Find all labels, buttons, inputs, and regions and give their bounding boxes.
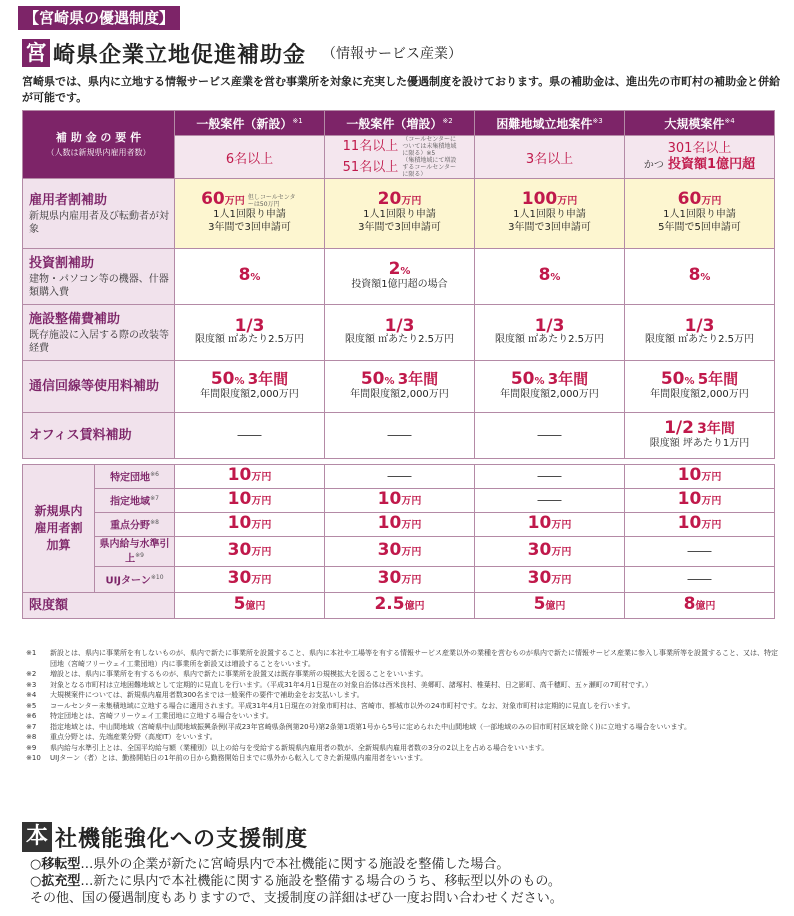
employment-new: 60万円 但しコールセンターは50万円 1人1回限り申請 3年間で3回申請可 [175, 179, 325, 249]
office-large: 1/2 3年間 限度額 坪あたり1万円 [625, 413, 775, 459]
addon-cell: ―― [325, 465, 475, 489]
addon-label-uij: UIJターン$^{※10}$ [95, 567, 175, 593]
page-title: 崎県企業立地促進補助金 [53, 42, 307, 68]
addon-cell: 10万円 [175, 513, 325, 537]
type-relocation: ○移転型…県外の企業が新たに宮崎県内で本社機能に関する施設を整備した場合。 [30, 857, 510, 872]
addon-cell: 30万円 [175, 567, 325, 593]
intro-text: 宮崎県では、県内に立地する情報サービス産業を営む事業所を対象に充実した優遇制度を設けております。県の補助金は、進出先の市町村の補助金と併給が可能です。 [22, 75, 781, 104]
req-new: 6名以上 [175, 136, 325, 179]
addon-cell: 10万円 [625, 513, 775, 537]
addon-cell: 10万円 [625, 465, 775, 489]
footnotes [26, 648, 778, 764]
footnote: ※2 増設とは、県内に事業所を有するものが、県内で新たに事業所を設置又は既存事業所の規模拡大を図ることをいいます。 [26, 670, 428, 678]
addon-label-kyuyo: 県内給与水準引上$^{※9}$ [95, 537, 175, 567]
col-header-difficult: 困難地域立地案件$^{※3}$ [475, 111, 625, 136]
type-expansion: ○拡充型…新たに県内で本社機能に関する施設を整備する場合のうち、移転型以外のもの。 [30, 874, 561, 889]
row-label-limit: 限度額 [23, 593, 175, 619]
row-label-employment: 雇用者割補助 新規県内雇用者及び転動者が対象 [23, 179, 175, 249]
footnote: ※5 コールセンター未集積地域に立地する場合に適用されます。平成31年4月1日現在の対象市町村は、宮崎市、都城市以外の24市町村です。なお、対象市町村は定期的に見直しを行います。 [26, 701, 635, 710]
addon-cell: 30万円 [325, 567, 475, 593]
addon-label-juten: 重点分野$^{※8}$ [95, 513, 175, 537]
addon-cell: 30万円 [325, 537, 475, 567]
row-label-communication: 通信回線等使用料補助 [23, 361, 175, 413]
addon-label-shitei: 指定地域$^{※7}$ [95, 489, 175, 513]
addon-cell: 10万円 [325, 513, 475, 537]
addon-label-tokutei: 特定団地$^{※6}$ [95, 465, 175, 489]
office-expand: ―― [325, 413, 475, 459]
employment-large: 60万円 1人1回限り申請 5年間で5回申請可 [625, 179, 775, 249]
section2-body [30, 856, 563, 907]
row-label-investment: 投資割補助 建物・パソコン等の機器、什器類購入費 [23, 249, 175, 305]
section2-title-block [22, 822, 308, 852]
limit-expand: 2.5億円 [325, 593, 475, 619]
employment-expand: 20万円 1人1回限り申請 3年間で3回申請可 [325, 179, 475, 249]
req-large: 301名以上 かつ 投資額1億円超 [625, 136, 775, 179]
req-expand: 11名以上 （コールセンターについては未集積地域に限る）※5 51名以上 （集積地域にて増設するコールセンターに限る） [325, 136, 475, 179]
footnote: ※6 特定団地とは、宮崎フリーウェイ工業団地に立地する場合をいいます。 [26, 712, 273, 720]
addon-cell: 10万円 [475, 513, 625, 537]
addon-cell: 10万円 [325, 489, 475, 513]
comm-new: 50% 3年間 年間限度額2,000万円 [175, 361, 325, 413]
subsidy-table [22, 110, 775, 459]
addon-cell: 30万円 [475, 567, 625, 593]
addon-cell: 30万円 [475, 537, 625, 567]
addon-cell: 10万円 [175, 489, 325, 513]
title-block [22, 38, 462, 68]
footnote: ※9 県内給与水準引上とは、全国平均給与額（業種別）以上の給与を受給する新規県内雇用者の数が、全新規県内雇用者数の3分の2以上を占める場合をいいます。 [26, 743, 549, 752]
facility-expand: 1/3 限度額 ㎡あたり2.5万円 [325, 305, 475, 361]
comm-large: 50% 5年間 年間限度額2,000万円 [625, 361, 775, 413]
addon-cell: ―― [625, 537, 775, 567]
row-label-facility: 施設整備費補助 既存施設に入居する際の改装等経費 [23, 305, 175, 361]
footnote: ※1 新設とは、県内に事業所を有しないものが、県内で新たに事業所を設置すること、県内に本社や工場等を有する情報サービス産業以外の業種を営むものが県内で新たに情報サービス産業に参入し事業所等を設置すること、又は、特定団地（宮崎フリーウェイ工業団地）内に事業所を新設又は増設することをいいます。 [26, 649, 778, 668]
addon-cell: 10万円 [625, 489, 775, 513]
comm-expand: 50% 3年間 年間限度額2,000万円 [325, 361, 475, 413]
page-subtitle: （情報サービス産業） [322, 46, 463, 62]
addon-cell: ―― [475, 489, 625, 513]
row-label-office: オフィス賃料補助 [23, 413, 175, 459]
footnote: ※3 対象となる市町村は立地困難地域として定期的に見直しを行います。（平成31年4月1日現在の対象自治体は西米良村、美郷町、諸塚村、椎葉村、日之影町、高千穂町、五ヶ瀬町の7町村です。） [26, 680, 653, 689]
requirements-header: 補 助 金 の 要 件 （人数は新規県内雇用者数） [23, 111, 175, 179]
facility-new: 1/3 限度額 ㎡あたり2.5万円 [175, 305, 325, 361]
office-difficult: ―― [475, 413, 625, 459]
addon-cell: 10万円 [175, 465, 325, 489]
addon-cell: ―― [625, 567, 775, 593]
footnote: ※7 指定地域とは、中山間地域（宮崎県中山間地域振興条例(平成23年宮崎県条例第20号)第2条第1項第1号から5号に定められた中山間地域（一部地域のみの旧市町村区域を除く))に立地する場合をいいます。 [26, 722, 691, 731]
col-header-expand: 一般案件（増設）$^{※2}$ [325, 111, 475, 136]
addon-cell: ―― [475, 465, 625, 489]
col-header-new: 一般案件（新設）$^{※1}$ [175, 111, 325, 136]
limit-new: 5億円 [175, 593, 325, 619]
investment-difficult: 8% [475, 249, 625, 305]
limit-difficult: 5億円 [475, 593, 625, 619]
col-header-large: 大規模案件$^{※4}$ [625, 111, 775, 136]
investment-expand: 2% 投資額1億円超の場合 [325, 249, 475, 305]
facility-large: 1/3 限度額 ㎡あたり2.5万円 [625, 305, 775, 361]
office-new: ―― [175, 413, 325, 459]
section2-badge: 本 [22, 822, 52, 852]
footnote: ※10 UIJターン（者）とは、勤務開始日の1年前の日から勤務開始日までに県外から転入してきた新規県内雇用者をいいます。 [26, 754, 428, 762]
limit-large: 8億円 [625, 593, 775, 619]
section2-title: 社機能強化への支援制度 [55, 826, 309, 852]
investment-new: 8% [175, 249, 325, 305]
addon-group-label: 新規県内雇用者割加算 [23, 465, 95, 593]
facility-difficult: 1/3 限度額 ㎡あたり2.5万円 [475, 305, 625, 361]
contact-note: その他、国の優遇制度もありますので、支援制度の詳細はぜひ一度お問い合わせください。 [30, 891, 563, 906]
title-badge: 宮 [22, 39, 50, 67]
addon-table [22, 464, 775, 619]
investment-large: 8% [625, 249, 775, 305]
section-tag: 【宮崎県の優遇制度】 [18, 6, 180, 30]
comm-difficult: 50% 3年間 年間限度額2,000万円 [475, 361, 625, 413]
employment-difficult: 100万円 1人1回限り申請 3年間で3回申請可 [475, 179, 625, 249]
footnote: ※4 大規模案件については、新規県内雇用者数300名までは一般案件の要件で補助金をお支払いします。 [26, 691, 364, 699]
addon-cell: 30万円 [175, 537, 325, 567]
footnote: ※8 重点分野とは、先端産業分野（高度IT）をいいます。 [26, 733, 217, 741]
req-difficult: 3名以上 [475, 136, 625, 179]
